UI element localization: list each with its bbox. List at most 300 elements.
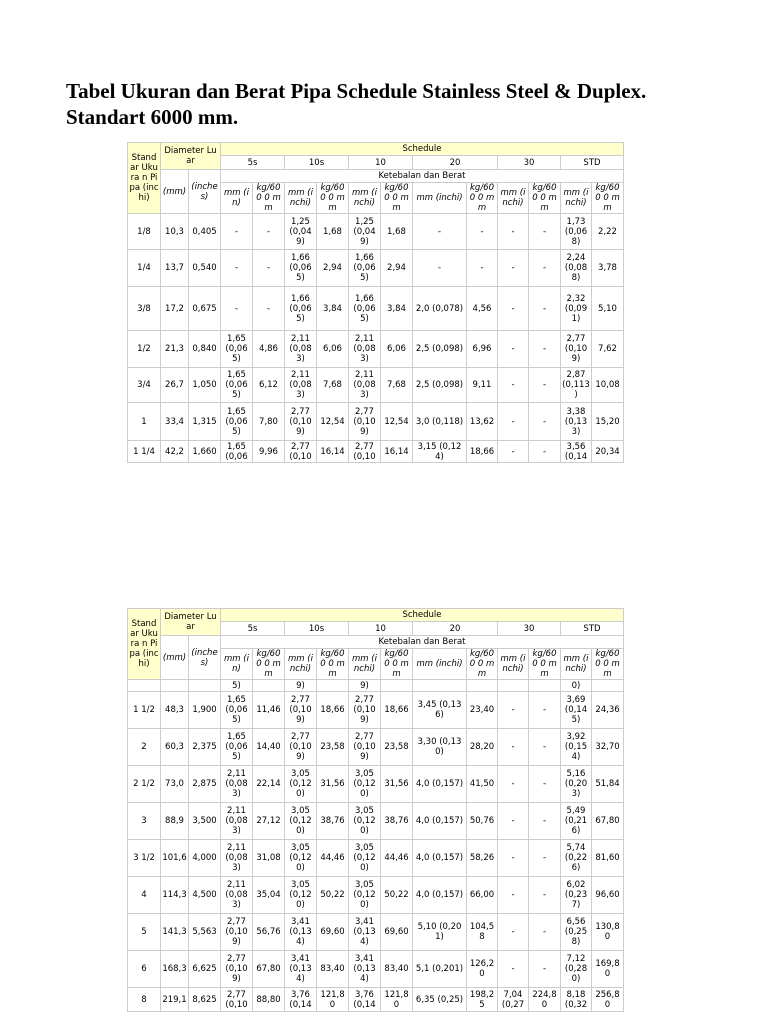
table-cell: 1,25 (0,04 9) <box>285 214 317 250</box>
header-schedule-name: STD <box>561 622 624 636</box>
table-cell: 2,11 (0,08 3) <box>285 331 317 368</box>
table-cell: 24,36 <box>592 692 624 729</box>
header-inches: (inche s) <box>189 636 221 680</box>
table-cell: 1,65 (0,06 5) <box>221 368 253 403</box>
header-sub: kg/600 0 mm <box>592 649 624 680</box>
table-cell: - <box>221 287 253 331</box>
table-cell: 1,660 <box>189 441 221 463</box>
table-row <box>128 368 624 403</box>
table-cell: 2,94 <box>381 250 413 287</box>
table-cell: 31,08 <box>253 840 285 877</box>
header-sub: kg/600 0 mm <box>381 649 413 680</box>
table-cell: 1,66 (0,06 5) <box>285 250 317 287</box>
table-cell: 130,80 <box>592 914 624 951</box>
header-mm: (mm) <box>161 636 189 680</box>
table-cell: 3 1/2 <box>128 840 161 877</box>
table-cell: - <box>498 287 529 331</box>
table-row <box>128 441 624 463</box>
table-cell: 1,65 (0,06 5) <box>221 403 253 441</box>
table-cell: 21,3 <box>161 331 189 368</box>
table-cell: 12,54 <box>381 403 413 441</box>
table-cell: 3,41 (0,13 4) <box>349 914 381 951</box>
table-cell: - <box>529 403 561 441</box>
table-cell: - <box>467 250 498 287</box>
table-cell: - <box>529 840 561 877</box>
table-cell: 56,76 <box>253 914 285 951</box>
table-cell: 2,77 (0,10 9) <box>349 729 381 766</box>
table-cell: 1/2 <box>128 331 161 368</box>
table-cell: 23,40 <box>467 692 498 729</box>
table-cell: 1,65 (0,06 5) <box>221 692 253 729</box>
header-sub: kg/600 0 mm <box>529 649 561 680</box>
table-cell: - <box>529 692 561 729</box>
table-cell: 6,06 <box>317 331 349 368</box>
table-cell: 3,05 (0,12 0) <box>349 840 381 877</box>
table-cell: 5,74 (0,22 6) <box>561 840 592 877</box>
table-cell <box>317 680 349 692</box>
table-cell: - <box>467 214 498 250</box>
table-cell: 23,58 <box>317 729 349 766</box>
table-cell: 5,10 <box>592 287 624 331</box>
table-cell: 50,76 <box>467 803 498 840</box>
table-cell: 31,56 <box>317 766 349 803</box>
table-cell: 35,04 <box>253 877 285 914</box>
header-ketebalan: Ketebalan dan Berat <box>221 636 624 649</box>
table-cell: 0,675 <box>189 287 221 331</box>
table-cell: 83,40 <box>317 951 349 988</box>
header-mm: (mm) <box>161 170 189 214</box>
table-cell: - <box>253 214 285 250</box>
table-cell: 3,84 <box>317 287 349 331</box>
table-cell: 11,46 <box>253 692 285 729</box>
table-cell: 2,77 (0,10 <box>349 441 381 463</box>
table-cell: - <box>413 250 467 287</box>
table-cell: 48,3 <box>161 692 189 729</box>
table-cell: 4,0 (0,157) <box>413 766 467 803</box>
header-schedule-name: STD <box>561 156 624 170</box>
table-cell: 6,625 <box>189 951 221 988</box>
header-sub: kg/600 0 mm <box>253 183 285 214</box>
table-cell: 7,68 <box>317 368 349 403</box>
table-cell: 2 <box>128 729 161 766</box>
table-row <box>128 331 624 368</box>
table-cell: 67,80 <box>592 803 624 840</box>
table-cell: 6,02 (0,23 7) <box>561 877 592 914</box>
table-cell: 1,66 (0,06 5) <box>349 250 381 287</box>
table-cell: 26,7 <box>161 368 189 403</box>
header-schedule-name: 30 <box>498 156 561 170</box>
table-cell: 3,0 (0,118) <box>413 403 467 441</box>
table-cell: 2,77 (0,10 9) <box>221 914 253 951</box>
table-cell: 13,62 <box>467 403 498 441</box>
table-cell: 88,80 <box>253 988 285 1012</box>
table-cell: - <box>529 877 561 914</box>
table-cell: 15,20 <box>592 403 624 441</box>
table-cell: 2,77 (0,10 9) <box>561 331 592 368</box>
header-inches: (inche s) <box>189 170 221 214</box>
table-cell: 3,76 (0,14 <box>285 988 317 1012</box>
table-cell: 69,60 <box>317 914 349 951</box>
table-cell: - <box>498 729 529 766</box>
table-cell: 66,00 <box>467 877 498 914</box>
pipe-table-1 <box>127 142 624 463</box>
table-cell: 14,40 <box>253 729 285 766</box>
table-cell: 2,77 (0,10 9) <box>285 729 317 766</box>
header-sub: kg/600 0 mm <box>317 183 349 214</box>
table-cell: 69,60 <box>381 914 413 951</box>
table-cell: 32,70 <box>592 729 624 766</box>
table-cell: 3,05 (0,12 0) <box>285 766 317 803</box>
table-cell: 67,80 <box>253 951 285 988</box>
table-cell: 3,45 (0,136) <box>413 692 467 729</box>
pipe-table-2 <box>127 608 624 1012</box>
table-cell: 1 1/2 <box>128 692 161 729</box>
table-cell: - <box>498 951 529 988</box>
table-cell: 224,80 <box>529 988 561 1012</box>
table-row <box>128 877 624 914</box>
table-cell: - <box>498 692 529 729</box>
table-row <box>128 692 624 729</box>
header-sub: mm (inchi) <box>498 649 529 680</box>
table-cell: 10,3 <box>161 214 189 250</box>
header-sub: kg/600 0 mm <box>317 649 349 680</box>
table-cell: - <box>529 729 561 766</box>
table-cell: - <box>498 250 529 287</box>
table-cell: 6 <box>128 951 161 988</box>
table-cell: 20,34 <box>592 441 624 463</box>
table-cell: 41,50 <box>467 766 498 803</box>
table-cell: 104,58 <box>467 914 498 951</box>
table-cell: 12,54 <box>317 403 349 441</box>
table-cell: 3,92 (0,15 4) <box>561 729 592 766</box>
table-cell: 2,32 (0,09 1) <box>561 287 592 331</box>
table-cell: 7,04 (0,27 <box>498 988 529 1012</box>
table-cell: 3,41 (0,13 4) <box>349 951 381 988</box>
table-cell: 2,77 (0,10 9) <box>285 403 317 441</box>
table-cell: 121,80 <box>381 988 413 1012</box>
table-cell: 96,60 <box>592 877 624 914</box>
table-cell: 4,000 <box>189 840 221 877</box>
table-cell: 5,10 (0,201) <box>413 914 467 951</box>
table-cell: 8,625 <box>189 988 221 1012</box>
table-cell: 3,05 (0,12 0) <box>349 803 381 840</box>
table-cell: 2,11 (0,08 3) <box>221 840 253 877</box>
header-sub: mm (inchi) <box>561 183 592 214</box>
header-sub: kg/600 0 mm <box>467 183 498 214</box>
table-row <box>128 803 624 840</box>
table-cell: 3,41 (0,13 4) <box>285 951 317 988</box>
header-sub: mm (inchi) <box>561 649 592 680</box>
table-cell <box>381 680 413 692</box>
table-cell: 3,38 (0,13 3) <box>561 403 592 441</box>
table-cell: 16,14 <box>381 441 413 463</box>
table-cell: 3/8 <box>128 287 161 331</box>
table-cell: 2 1/2 <box>128 766 161 803</box>
table-cell: 22,14 <box>253 766 285 803</box>
table-cell: 9,96 <box>253 441 285 463</box>
table-cell: 81,60 <box>592 840 624 877</box>
header-sub: mm (in) <box>221 183 253 214</box>
header-sub: mm (inchi) <box>349 649 381 680</box>
table-cell: 5,563 <box>189 914 221 951</box>
table-cell: 2,375 <box>189 729 221 766</box>
header-schedule-name: 5s <box>221 156 285 170</box>
header-stand: Stand ar Ukura n Pipa (inchi) <box>128 143 161 214</box>
header-schedule: Schedule <box>221 143 624 156</box>
table-cell: 18,66 <box>467 441 498 463</box>
table-cell: - <box>529 766 561 803</box>
table-cell: - <box>498 441 529 463</box>
table-cell: 0,405 <box>189 214 221 250</box>
table-cell: 4,0 (0,157) <box>413 803 467 840</box>
table-cell: - <box>498 766 529 803</box>
table-cell: 3,84 <box>381 287 413 331</box>
table-cell: 44,46 <box>317 840 349 877</box>
table-cell: 2,77 (0,10 9) <box>349 403 381 441</box>
table-cell: 101,6 <box>161 840 189 877</box>
table-cell: 23,58 <box>381 729 413 766</box>
table-cell: 9) <box>285 680 317 692</box>
table-cell: 3,05 (0,12 0) <box>349 766 381 803</box>
table-cell: 38,76 <box>317 803 349 840</box>
table-cell: - <box>498 331 529 368</box>
table-cell: 16,14 <box>317 441 349 463</box>
page-title: Tabel Ukuran dan Berat Pipa Schedule Stainless Steel & Duplex. Standart 6000 mm. <box>66 79 647 129</box>
header-sub: mm (inchi) <box>285 649 317 680</box>
table-cell: 7,12 (0,28 0) <box>561 951 592 988</box>
header-sub: mm (inchi) <box>349 183 381 214</box>
table-cell: - <box>529 287 561 331</box>
table-cell: - <box>498 877 529 914</box>
table-cell: 2,5 (0,098) <box>413 368 467 403</box>
table-row <box>128 214 624 250</box>
header-diameter: Diameter Luar <box>161 143 221 170</box>
header-sub: mm (inchi) <box>413 649 467 680</box>
table-row <box>128 988 624 1012</box>
table-cell: 1,65 (0,06 <box>221 441 253 463</box>
table-cell: 33,4 <box>161 403 189 441</box>
table-cell: 1,315 <box>189 403 221 441</box>
table-cell: 1,25 (0,04 9) <box>349 214 381 250</box>
table-cell: 58,26 <box>467 840 498 877</box>
table-cell <box>161 680 189 692</box>
table-cell: 141,3 <box>161 914 189 951</box>
table-cell: 13,7 <box>161 250 189 287</box>
table-cell: 51,84 <box>592 766 624 803</box>
table-cell: 6,06 <box>381 331 413 368</box>
table-cell: 0,840 <box>189 331 221 368</box>
table-cell: 2,11 (0,08 3) <box>285 368 317 403</box>
header-schedule-name: 10 <box>349 622 413 636</box>
table-cell: 5,16 (0,20 3) <box>561 766 592 803</box>
table-cell: 6,96 <box>467 331 498 368</box>
table-cell: 4,0 (0,157) <box>413 840 467 877</box>
table-cell <box>498 680 529 692</box>
header-schedule-name: 10s <box>285 156 349 170</box>
table-cell: 4,500 <box>189 877 221 914</box>
header-sub: kg/600 0 mm <box>253 649 285 680</box>
table-cell: 8,18 (0,32 <box>561 988 592 1012</box>
table-cell: 0) <box>561 680 592 692</box>
header-diameter: Diameter Luar <box>161 609 221 636</box>
table-cell: 0,540 <box>189 250 221 287</box>
header-schedule: Schedule <box>221 609 624 622</box>
header-schedule-name: 10 <box>349 156 413 170</box>
header-schedule-name: 20 <box>413 156 498 170</box>
header-sub: mm (in) <box>221 649 253 680</box>
table-cell: 5 <box>128 914 161 951</box>
header-sub: kg/600 0 mm <box>467 649 498 680</box>
table-cell: 2,77 (0,10 9) <box>221 951 253 988</box>
table-cell: 1,73 (0,06 8) <box>561 214 592 250</box>
table-cell: 2,11 (0,08 3) <box>349 331 381 368</box>
table-cell: 9) <box>349 680 381 692</box>
table-cell: 169,80 <box>592 951 624 988</box>
table-cell: 7,62 <box>592 331 624 368</box>
header-schedule-name: 10s <box>285 622 349 636</box>
table-cell: - <box>413 214 467 250</box>
table-cell: 2,0 (0,078) <box>413 287 467 331</box>
table-cell: - <box>498 214 529 250</box>
table-cell: 1,66 (0,06 5) <box>285 287 317 331</box>
table-cell: 7,80 <box>253 403 285 441</box>
header-sub: kg/600 0 mm <box>592 183 624 214</box>
table-cell: 88,9 <box>161 803 189 840</box>
table-cell: - <box>529 914 561 951</box>
table-cell: 2,22 <box>592 214 624 250</box>
table-cell: 4,0 (0,157) <box>413 877 467 914</box>
table-cell: 3,30 (0,130) <box>413 729 467 766</box>
table-cell: 3,56 (0,14 <box>561 441 592 463</box>
table-row <box>128 287 624 331</box>
table-row <box>128 680 624 692</box>
table-cell: - <box>221 250 253 287</box>
table-cell: 2,94 <box>317 250 349 287</box>
table-cell: 1 1/4 <box>128 441 161 463</box>
table-cell: 126,20 <box>467 951 498 988</box>
table-cell: 3,500 <box>189 803 221 840</box>
table-cell: - <box>498 914 529 951</box>
table-row <box>128 729 624 766</box>
table-cell: 73,0 <box>161 766 189 803</box>
table-cell: 18,66 <box>317 692 349 729</box>
header-sub: kg/600 0 mm <box>529 183 561 214</box>
table-cell: 6,12 <box>253 368 285 403</box>
table-cell: 198,25 <box>467 988 498 1012</box>
table-cell: - <box>529 441 561 463</box>
table-cell: 3/4 <box>128 368 161 403</box>
table-cell <box>529 680 561 692</box>
table-cell: 1,900 <box>189 692 221 729</box>
header-schedule-name: 5s <box>221 622 285 636</box>
table-cell: 7,68 <box>381 368 413 403</box>
table-cell: 2,11 (0,08 3) <box>221 766 253 803</box>
table-cell: 3,41 (0,13 4) <box>285 914 317 951</box>
table-cell: 2,11 (0,08 3) <box>221 803 253 840</box>
table-cell: - <box>498 840 529 877</box>
header-sub: mm (inchi) <box>498 183 529 214</box>
table-row <box>128 403 624 441</box>
table-cell: 2,77 (0,10 9) <box>349 692 381 729</box>
table-cell: 2,77 (0,10 <box>285 441 317 463</box>
table-cell: 6,35 (0,25) <box>413 988 467 1012</box>
table-cell: 31,56 <box>381 766 413 803</box>
table-cell: - <box>529 368 561 403</box>
table-cell: 114,3 <box>161 877 189 914</box>
table-cell: 27,12 <box>253 803 285 840</box>
table-cell: 38,76 <box>381 803 413 840</box>
table-row <box>128 250 624 287</box>
table-cell: 9,11 <box>467 368 498 403</box>
table-cell: 3,05 (0,12 0) <box>285 877 317 914</box>
table-cell <box>592 680 624 692</box>
table-cell: - <box>253 287 285 331</box>
table-cell: 256,80 <box>592 988 624 1012</box>
table-cell: 60,3 <box>161 729 189 766</box>
table-cell: 219,1 <box>161 988 189 1012</box>
table-cell: 2,11 (0,08 3) <box>221 877 253 914</box>
table-cell: 1,050 <box>189 368 221 403</box>
table-cell: 83,40 <box>381 951 413 988</box>
table-cell: 3,05 (0,12 0) <box>349 877 381 914</box>
table-cell: - <box>253 250 285 287</box>
table-cell: - <box>529 214 561 250</box>
table-cell: 3,05 (0,12 0) <box>285 803 317 840</box>
table-cell: 1,68 <box>317 214 349 250</box>
table-row <box>128 951 624 988</box>
table-cell: 8 <box>128 988 161 1012</box>
table-cell: 4 <box>128 877 161 914</box>
table-cell: 50,22 <box>317 877 349 914</box>
table-cell: 2,77 (0,10 9) <box>285 692 317 729</box>
table-cell: 42,2 <box>161 441 189 463</box>
table-cell: 6,56 (0,25 8) <box>561 914 592 951</box>
table-cell: 3,15 (0,124) <box>413 441 467 463</box>
table-cell: 10,08 <box>592 368 624 403</box>
table-cell <box>467 680 498 692</box>
table-cell: 3 <box>128 803 161 840</box>
table-cell: 17,2 <box>161 287 189 331</box>
table-cell: 5) <box>221 680 253 692</box>
header-sub: mm (inchi) <box>285 183 317 214</box>
table-cell: 4,86 <box>253 331 285 368</box>
table-cell: 3,76 (0,14 <box>349 988 381 1012</box>
table-cell: 3,05 (0,12 0) <box>285 840 317 877</box>
header-sub: kg/600 0 mm <box>381 183 413 214</box>
table-cell: 168,3 <box>161 951 189 988</box>
table-cell: 1,66 (0,06 5) <box>349 287 381 331</box>
table-cell: - <box>529 250 561 287</box>
table-cell: 50,22 <box>381 877 413 914</box>
table-cell: 4,56 <box>467 287 498 331</box>
table-cell: - <box>529 951 561 988</box>
header-stand: Stand ar Ukura n Pipa (inchi) <box>128 609 161 680</box>
header-schedule-name: 20 <box>413 622 498 636</box>
table-cell: 28,20 <box>467 729 498 766</box>
table-cell: - <box>529 803 561 840</box>
table-row <box>128 840 624 877</box>
table-cell: 1/4 <box>128 250 161 287</box>
table-cell: - <box>498 803 529 840</box>
table-cell: 2,87 (0,113 ) <box>561 368 592 403</box>
table-cell: 1 <box>128 403 161 441</box>
table-cell: 2,11 (0,08 3) <box>349 368 381 403</box>
table-cell <box>189 680 221 692</box>
table-cell: 121,80 <box>317 988 349 1012</box>
table-cell: 2,77 (0,10 <box>221 988 253 1012</box>
table-cell <box>253 680 285 692</box>
table-cell: 1,65 (0,06 5) <box>221 331 253 368</box>
